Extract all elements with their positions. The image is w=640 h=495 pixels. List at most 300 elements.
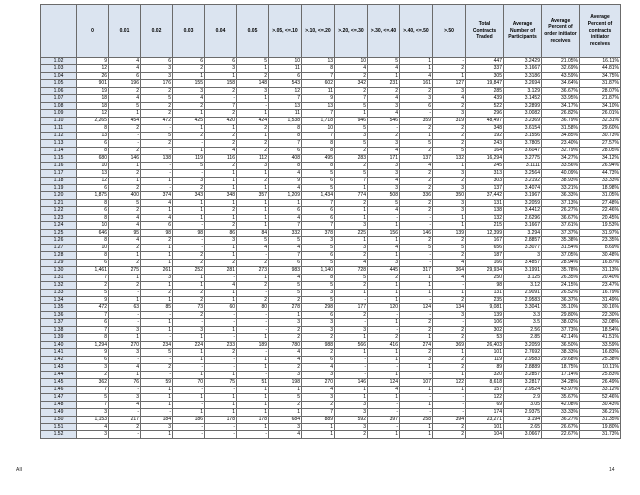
table-cell: 98 <box>466 282 504 289</box>
table-cell: 5 <box>269 237 302 244</box>
table-cell: 5 <box>368 199 400 206</box>
table-cell: 60 <box>205 304 237 311</box>
table-cell: 4 <box>433 259 466 266</box>
table-cell: 34.17% <box>542 102 580 109</box>
table-cell: 495 <box>302 155 335 162</box>
table-cell: 13 <box>269 102 302 109</box>
row-label-cell: 1.47 <box>41 394 77 401</box>
table-cell: 4 <box>368 386 400 393</box>
table-cell: - <box>109 319 141 326</box>
table-cell: 4 <box>433 274 466 281</box>
table-cell: 10 <box>335 58 368 65</box>
table-cell: 8 <box>77 252 109 259</box>
table-cell: 1 <box>237 207 269 214</box>
table-cell: 4 <box>269 244 302 251</box>
table-cell: 8 <box>77 334 109 341</box>
table-cell: 7 <box>205 102 237 109</box>
table-cell: 16.79% <box>580 289 621 296</box>
table-cell: 119 <box>466 356 504 363</box>
table-cell: 258 <box>400 416 433 423</box>
row-label-cell: 1.18 <box>41 177 77 184</box>
table-cell: 51 <box>237 379 269 386</box>
table-cell: 23,271 <box>466 416 504 423</box>
table-cell: 2.6296 <box>504 214 542 221</box>
table-cell: 2 <box>433 140 466 147</box>
table-cell: 8 <box>302 140 335 147</box>
table-cell: 1 <box>237 65 269 72</box>
table-cell: 7 <box>302 199 335 206</box>
table-cell: 2 <box>433 177 466 184</box>
column-header: 0.02 <box>141 5 173 58</box>
table-cell: 3.3 <box>504 311 542 318</box>
table-cell: 1 <box>205 401 237 408</box>
table-container <box>40 4 620 439</box>
table-cell: 11 <box>269 110 302 117</box>
table-cell: 1 <box>368 289 400 296</box>
table-cell: 3.2564 <box>504 170 542 177</box>
table-cell: 33.21% <box>542 184 580 191</box>
table-cell: 155 <box>173 80 205 87</box>
table-cell: 3 <box>237 87 269 94</box>
table-cell: 95 <box>109 229 141 236</box>
table-cell: 8 <box>269 132 302 139</box>
table-cell: 7 <box>269 222 302 229</box>
table-cell: 3.2369 <box>504 117 542 124</box>
table-cell: 5 <box>237 58 269 65</box>
table-cell: 4 <box>335 259 368 266</box>
table-cell: - <box>400 394 433 401</box>
table-cell: 2 <box>433 364 466 371</box>
table-cell: - <box>205 423 237 430</box>
table-cell: 5 <box>335 140 368 147</box>
table-cell: 98 <box>141 229 173 236</box>
table-cell: 6 <box>302 214 335 221</box>
table-cell: 10 <box>269 58 302 65</box>
table-cell: 408 <box>269 155 302 162</box>
table-cell: - <box>173 386 205 393</box>
table-cell: 131 <box>466 289 504 296</box>
table-cell: - <box>400 252 433 259</box>
table-cell: 37.37% <box>542 229 580 236</box>
table-cell: 1 <box>173 207 205 214</box>
table-cell: 1 <box>368 297 400 304</box>
table-cell: 2 <box>368 274 400 281</box>
table-cell: 5 <box>77 289 109 296</box>
table-row <box>41 237 621 244</box>
row-label-cell: 1.34 <box>41 297 77 304</box>
row-label-cell: 1.40 <box>41 341 77 348</box>
row-label-cell: 1.25 <box>41 229 77 236</box>
table-cell: 252 <box>173 267 205 274</box>
table-cell: 9 <box>302 95 335 102</box>
table-cell: 2.9375 <box>504 409 542 416</box>
table-cell: 3 <box>433 110 466 117</box>
table-cell: 1 <box>433 386 466 393</box>
table-cell: 2 <box>141 87 173 94</box>
column-header: 0.04 <box>205 5 237 58</box>
table-cell: 1 <box>173 349 205 356</box>
table-cell: 1 <box>335 334 368 341</box>
table-cell: 3.194 <box>504 416 542 423</box>
table-cell: 2 <box>433 326 466 333</box>
table-cell: 2 <box>302 401 335 408</box>
table-cell: 3.1667 <box>504 222 542 229</box>
table-cell: 1 <box>173 356 205 363</box>
table-cell: - <box>400 311 433 318</box>
table-cell: 6 <box>302 207 335 214</box>
table-cell: 40.09% <box>542 170 580 177</box>
row-label-cell: 1.10 <box>41 117 77 124</box>
table-cell: 8 <box>269 125 302 132</box>
table-cell: 18.75% <box>542 364 580 371</box>
table-cell: 4 <box>368 110 400 117</box>
table-cell: 233 <box>205 341 237 348</box>
table-cell: 4 <box>141 199 173 206</box>
table-cell: 1 <box>173 334 205 341</box>
table-cell: 3.0667 <box>504 431 542 438</box>
table-row <box>41 379 621 386</box>
table-cell: 2 <box>173 297 205 304</box>
table-row <box>41 222 621 229</box>
table-cell: 305 <box>466 72 504 79</box>
table-cell: 38.02% <box>542 319 580 326</box>
table-cell: 3.1452 <box>504 95 542 102</box>
table-cell: 33.33% <box>580 177 621 184</box>
table-cell: 26.35% <box>542 274 580 281</box>
row-label-cell: 1.07 <box>41 95 77 102</box>
table-cell: 36.37% <box>542 297 580 304</box>
table-cell: 1 <box>205 394 237 401</box>
table-cell: - <box>400 214 433 221</box>
table-cell: 348 <box>205 192 237 199</box>
table-cell: 2 <box>433 423 466 430</box>
table-cell: 36.50% <box>542 341 580 348</box>
table-cell: 602 <box>302 80 335 87</box>
row-label-cell: 1.32 <box>41 282 77 289</box>
row-label-cell: 1.39 <box>41 334 77 341</box>
table-cell: 29,934 <box>466 267 504 274</box>
table-cell: 2 <box>109 184 141 191</box>
table-cell: 2 <box>237 177 269 184</box>
table-row <box>41 282 621 289</box>
table-cell: 656 <box>466 244 504 251</box>
table-cell: 1 <box>205 289 237 296</box>
table-cell: 196 <box>109 80 141 87</box>
table-cell: 2 <box>400 319 433 326</box>
table-cell: 1 <box>433 222 466 229</box>
table-row <box>41 155 621 162</box>
table-cell: 2 <box>400 237 433 244</box>
table-cell: - <box>109 289 141 296</box>
table-cell: 1 <box>237 334 269 341</box>
table-cell: 3.1991 <box>504 267 542 274</box>
table-cell: 1 <box>237 409 269 416</box>
table-cell: 250 <box>466 274 504 281</box>
table-cell: 3 <box>368 162 400 169</box>
table-cell: 3 <box>173 87 205 94</box>
table-cell: 6 <box>109 72 141 79</box>
table-cell: 2 <box>400 184 433 191</box>
table-cell: 1 <box>335 214 368 221</box>
table-cell: 35.67% <box>542 394 580 401</box>
table-cell: 3 <box>400 356 433 363</box>
table-cell: 2 <box>400 349 433 356</box>
table-cell: 36.79% <box>542 117 580 124</box>
table-cell: 2 <box>400 87 433 94</box>
table-cell: - <box>237 431 269 438</box>
table-cell: 25.83% <box>580 371 621 378</box>
table-cell: 6 <box>77 184 109 191</box>
table-row <box>41 65 621 72</box>
table-cell: 343 <box>173 192 205 199</box>
row-label-cell: 1.37 <box>41 319 77 326</box>
column-header: Average Percent of order initiator receives <box>542 5 580 58</box>
table-cell: 3 <box>302 319 335 326</box>
table-cell: 2 <box>109 282 141 289</box>
table-cell: 8 <box>77 147 109 154</box>
contracts-table <box>40 4 621 439</box>
row-label-cell: 1.02 <box>41 58 77 65</box>
row-label-cell: 1.31 <box>41 274 77 281</box>
table-row <box>41 102 621 109</box>
table-cell: 70 <box>173 379 205 386</box>
table-cell: 101 <box>466 349 504 356</box>
table-cell: 146 <box>335 379 368 386</box>
table-cell: 31.13% <box>580 267 621 274</box>
table-cell: 2 <box>368 87 400 94</box>
table-row <box>41 274 621 281</box>
table-cell: 34.75% <box>580 72 621 79</box>
table-cell: 7 <box>269 140 302 147</box>
table-cell: 2 <box>77 282 109 289</box>
table-cell: 3 <box>77 431 109 438</box>
table-cell: 4 <box>400 162 433 169</box>
table-cell: 1 <box>368 222 400 229</box>
table-cell: 281 <box>205 267 237 274</box>
table-cell: 1 <box>433 349 466 356</box>
table-row <box>41 371 621 378</box>
table-row <box>41 192 621 199</box>
table-cell: 1 <box>400 65 433 72</box>
table-header <box>41 5 621 58</box>
table-cell: 3 <box>77 409 109 416</box>
table-cell: 283 <box>335 155 368 162</box>
row-label-cell: 1.49 <box>41 409 77 416</box>
table-cell: 472 <box>77 304 109 311</box>
table-cell: 6 <box>302 356 335 363</box>
table-body <box>41 58 621 439</box>
table-cell: 1 <box>173 214 205 221</box>
table-cell: 1 <box>335 184 368 191</box>
table-cell: 543 <box>269 80 302 87</box>
table-cell: 1 <box>400 274 433 281</box>
column-header: >.30, <=.40 <box>368 5 400 58</box>
table-cell: 1 <box>335 289 368 296</box>
table-cell: 342 <box>335 80 368 87</box>
table-cell: 2 <box>205 132 237 139</box>
table-cell: 1 <box>141 431 173 438</box>
table-cell: 1 <box>335 237 368 244</box>
table-cell: 34.12% <box>580 155 621 162</box>
table-cell: 1 <box>205 214 237 221</box>
table-cell: 171 <box>368 155 400 162</box>
table-cell: 11 <box>302 87 335 94</box>
table-cell: 13 <box>302 102 335 109</box>
table-cell: - <box>433 58 466 65</box>
table-cell: 1 <box>237 386 269 393</box>
table-cell: 5 <box>141 349 173 356</box>
table-cell: 167 <box>466 237 504 244</box>
table-cell: 400 <box>109 192 141 199</box>
table-cell: 359 <box>400 117 433 124</box>
table-cell: 261 <box>141 267 173 274</box>
table-cell: 225 <box>335 229 368 236</box>
table-cell: - <box>433 394 466 401</box>
table-cell: 29.80% <box>542 311 580 318</box>
table-cell: 4 <box>368 65 400 72</box>
table-cell: 2 <box>400 170 433 177</box>
table-cell: 5 <box>302 297 335 304</box>
table-cell: 10.11% <box>580 364 621 371</box>
table-cell: 33.33% <box>542 409 580 416</box>
table-cell: 2 <box>173 102 205 109</box>
table-cell: 146 <box>109 155 141 162</box>
table-cell: 3 <box>302 237 335 244</box>
table-cell: 2 <box>237 297 269 304</box>
table-row <box>41 162 621 169</box>
table-cell: 1 <box>302 423 335 430</box>
table-cell: 8 <box>302 147 335 154</box>
table-cell: 2 <box>335 162 368 169</box>
table-cell: 19.80% <box>580 423 621 430</box>
table-cell: 3 <box>302 289 335 296</box>
table-cell: 38.93% <box>542 177 580 184</box>
table-cell: 1 <box>173 147 205 154</box>
table-cell: 2 <box>433 125 466 132</box>
table-cell: 2 <box>205 87 237 94</box>
table-row <box>41 349 621 356</box>
table-row <box>41 87 621 94</box>
table-cell: 28.05% <box>580 147 621 154</box>
table-cell: 24.15% <box>542 282 580 289</box>
table-cell: 1 <box>400 423 433 430</box>
table-cell: 2 <box>109 244 141 251</box>
table-cell: 36.33% <box>542 192 580 199</box>
table-cell: - <box>109 409 141 416</box>
table-cell: 53 <box>466 334 504 341</box>
page-number: 14 <box>609 467 615 473</box>
column-header: Total Contracts Traded <box>466 5 504 58</box>
table-cell: - <box>109 386 141 393</box>
table-cell: 4 <box>269 431 302 438</box>
row-label-cell: 1.17 <box>41 170 77 177</box>
table-cell: 3 <box>335 401 368 408</box>
table-row <box>41 80 621 87</box>
table-cell: 5 <box>77 394 109 401</box>
table-cell: 1,294 <box>77 341 109 348</box>
table-cell: 728 <box>335 267 368 274</box>
table-cell: 1 <box>109 334 141 341</box>
table-cell: - <box>141 147 173 154</box>
table-cell: 2 <box>237 259 269 266</box>
table-cell: 178 <box>237 416 269 423</box>
table-cell: 3 <box>368 140 400 147</box>
table-cell: 1 <box>433 289 466 296</box>
table-cell: 1 <box>400 401 433 408</box>
table-cell: - <box>237 326 269 333</box>
table-cell: 3 <box>269 371 302 378</box>
table-row <box>41 386 621 393</box>
table-cell: 362 <box>77 379 109 386</box>
row-label-cell: 1.23 <box>41 214 77 221</box>
table-cell: 7 <box>269 252 302 259</box>
table-cell: 2 <box>400 125 433 132</box>
table-cell: 164 <box>466 147 504 154</box>
table-cell: 2 <box>141 110 173 117</box>
table-cell: 2 <box>433 356 466 363</box>
table-cell: - <box>205 356 237 363</box>
table-cell: 32.08% <box>580 319 621 326</box>
table-row <box>41 125 621 132</box>
table-cell: 26.01% <box>580 110 621 117</box>
row-label-cell: 1.38 <box>41 326 77 333</box>
table-cell: 3 <box>433 184 466 191</box>
table-cell: - <box>141 409 173 416</box>
table-cell: 1 <box>400 334 433 341</box>
table-cell: 2 <box>433 65 466 72</box>
table-cell: 378 <box>302 229 335 236</box>
table-cell: 1 <box>205 199 237 206</box>
table-cell: 337 <box>466 65 504 72</box>
table-cell: 7 <box>335 177 368 184</box>
table-cell: - <box>141 184 173 191</box>
table-cell: 189 <box>237 341 269 348</box>
table-cell: 6 <box>302 252 335 259</box>
table-cell: 5 <box>109 199 141 206</box>
row-label-cell: 1.24 <box>41 222 77 229</box>
table-cell: 37.61% <box>542 222 580 229</box>
table-cell: 124 <box>368 379 400 386</box>
table-cell: 6 <box>269 259 302 266</box>
table-cell: 33.12% <box>580 386 621 393</box>
table-cell: 1 <box>368 431 400 438</box>
table-cell: 32.79% <box>542 147 580 154</box>
table-cell: 1 <box>173 394 205 401</box>
table-cell: 30.73% <box>580 132 621 139</box>
table-cell: 122 <box>466 394 504 401</box>
table-cell: 546 <box>368 117 400 124</box>
table-row <box>41 147 621 154</box>
table-cell: 26.52% <box>542 289 580 296</box>
table-cell: 3.4412 <box>504 207 542 214</box>
table-cell: 369 <box>433 341 466 348</box>
table-cell: 20.40% <box>580 274 621 281</box>
table-cell: 124 <box>400 304 433 311</box>
table-cell: 5 <box>109 102 141 109</box>
table-cell: 18 <box>77 95 109 102</box>
table-cell: 988 <box>302 341 335 348</box>
table-cell: 4 <box>400 72 433 79</box>
table-cell: 52.46% <box>580 394 621 401</box>
table-cell: 2 <box>173 132 205 139</box>
table-cell: 270 <box>109 341 141 348</box>
table-cell: 8 <box>77 214 109 221</box>
table-cell: 3 <box>504 252 542 259</box>
table-cell: 36.67% <box>542 87 580 94</box>
row-label-cell: 1.46 <box>41 386 77 393</box>
table-cell: 1,209 <box>269 192 302 199</box>
table-cell: 5 <box>335 102 368 109</box>
